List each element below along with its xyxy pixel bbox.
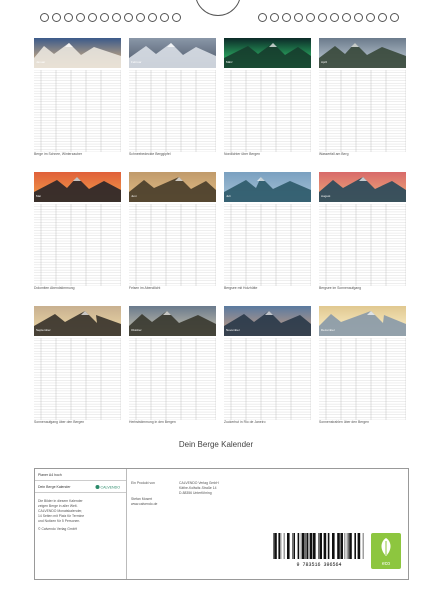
- month-page: [34, 306, 121, 428]
- month-page: [129, 306, 216, 428]
- binding-ring: [136, 13, 145, 22]
- month-label: Mai: [36, 194, 41, 198]
- binding-ring: [294, 13, 303, 22]
- leaf-icon: [379, 537, 393, 557]
- month-photo: [224, 172, 311, 202]
- photo-caption: Bergsee im Sonnenaufgang: [319, 286, 362, 290]
- planner-grid: [34, 338, 121, 420]
- photo-caption: Berge im Schnee, Winterzauber: [34, 152, 83, 156]
- month-photo: [129, 172, 216, 202]
- month-photo: [129, 306, 216, 336]
- month-label: Januar: [36, 60, 46, 64]
- binding-ring: [52, 13, 61, 22]
- month-label: März: [226, 60, 233, 64]
- publisher-street: Käthe-Kollwitz-Straße 14: [179, 486, 217, 490]
- month-label: Oktober: [131, 328, 142, 332]
- month-page: [319, 306, 406, 428]
- info-mid-2: Stefan Mosert: [131, 497, 153, 501]
- month-page: [224, 172, 311, 294]
- binding-ring: [342, 13, 351, 22]
- month-photo: [34, 306, 121, 336]
- month-label: November: [226, 328, 240, 332]
- calendar-title: Dein Berge Kalender: [178, 440, 254, 449]
- month-page: [129, 38, 216, 160]
- binding-ring: [40, 13, 49, 22]
- planner-grid: [34, 204, 121, 286]
- info-desc-3: CALVENDO Monatskalender,: [38, 509, 83, 513]
- info-desc-5: und Notizen für 5 Personen.: [38, 519, 81, 523]
- info-desc-6: © Calvendo Verlag GmbH: [38, 527, 78, 531]
- planner-grid: [319, 338, 406, 420]
- month-label: September: [36, 328, 51, 332]
- publisher-city: D-88356 Unterföhring: [179, 491, 212, 495]
- month-label: Dezember: [321, 328, 335, 332]
- photo-caption: Sonnenaufgang über den Bergen: [34, 420, 85, 424]
- photo-caption: Dolomiten Abendstimmung: [34, 286, 75, 290]
- month-page: [129, 172, 216, 294]
- month-photo: [129, 38, 216, 68]
- month-photo: [319, 172, 406, 202]
- binding-ring: [160, 13, 169, 22]
- info-desc-2: zeigen Berge in aller Welt.: [38, 504, 78, 508]
- info-column-left: [35, 469, 127, 579]
- binding-ring: [390, 13, 399, 22]
- publisher-name: CALVENDO Verlag GmbH: [179, 481, 219, 485]
- month-photo: [34, 172, 121, 202]
- month-photo: [34, 38, 121, 68]
- binding-ring: [318, 13, 327, 22]
- back-cover-info-box: [34, 468, 409, 580]
- month-photo: [224, 306, 311, 336]
- month-label: August: [321, 194, 331, 198]
- binding-ring: [282, 13, 291, 22]
- binding-ring: [124, 13, 133, 22]
- planner-grid: [224, 70, 311, 152]
- binding-ring: [76, 13, 85, 22]
- info-mid-1: Ein Produkt von: [131, 481, 155, 485]
- svg-text:CALVENDO: CALVENDO: [100, 485, 121, 490]
- binding-ring: [258, 13, 267, 22]
- month-page: [319, 38, 406, 160]
- planner-grid: [34, 70, 121, 152]
- planner-grid: [224, 204, 311, 286]
- month-photo: [319, 38, 406, 68]
- binding-ring: [100, 13, 109, 22]
- month-label: Februar: [131, 60, 142, 64]
- planner-grid: [224, 338, 311, 420]
- svg-text:9 783516 396564: 9 783516 396564: [296, 562, 342, 567]
- binding-ring: [88, 13, 97, 22]
- month-label: Juli: [226, 194, 231, 198]
- info-desc-4: 14 Seiten mit Platz für Termine: [38, 514, 85, 518]
- info-mid-3: www.calvendo.de: [131, 502, 158, 506]
- photo-caption: Herbststimmung in den Bergen: [129, 420, 176, 424]
- photo-caption: Bergsee mit Holzhütte: [224, 286, 258, 290]
- eco-label: eco: [381, 561, 391, 567]
- month-label: Juni: [131, 194, 137, 198]
- binding-ring: [354, 13, 363, 22]
- month-page: [224, 306, 311, 428]
- calvendo-logo: [95, 477, 121, 490]
- binding-ring: [306, 13, 315, 22]
- binding-ring: [64, 13, 73, 22]
- info-desc-1: Die Bilder in diesem Kalender: [38, 499, 83, 503]
- isbn-barcode: [271, 533, 367, 567]
- month-label: April: [321, 60, 328, 64]
- month-page: [224, 38, 311, 160]
- binding-ring: [112, 13, 121, 22]
- month-page: [34, 172, 121, 294]
- binding-ring: [366, 13, 375, 22]
- month-page: [319, 172, 406, 294]
- photo-caption: Wasserfall am Berg: [319, 152, 349, 156]
- month-photo: [224, 38, 311, 68]
- info-title: Dein Berge Kalender: [35, 481, 126, 493]
- eco-badge: [371, 533, 401, 569]
- planner-grid: [129, 70, 216, 152]
- planner-grid: [319, 70, 406, 152]
- info-format: Planer A4 hoch: [35, 469, 126, 481]
- month-photo: [319, 306, 406, 336]
- planner-grid: [319, 204, 406, 286]
- planner-grid: [129, 338, 216, 420]
- binding-ring: [378, 13, 387, 22]
- binding-ring: [172, 13, 181, 22]
- photo-caption: Zuckerhut in Rio de Janeiro: [224, 420, 266, 424]
- binding-ring: [148, 13, 157, 22]
- planner-grid: [129, 204, 216, 286]
- binding-ring: [270, 13, 279, 22]
- photo-caption: Felsen im Abendlicht: [129, 286, 161, 290]
- month-page: [34, 38, 121, 160]
- photo-caption: Nordlichter über Bergen: [224, 152, 260, 156]
- photo-caption: Schneebedeckte Berggipfel: [129, 152, 171, 156]
- binding-ring: [330, 13, 339, 22]
- photo-caption: Sonnenstrahlen über den Bergen: [319, 420, 369, 424]
